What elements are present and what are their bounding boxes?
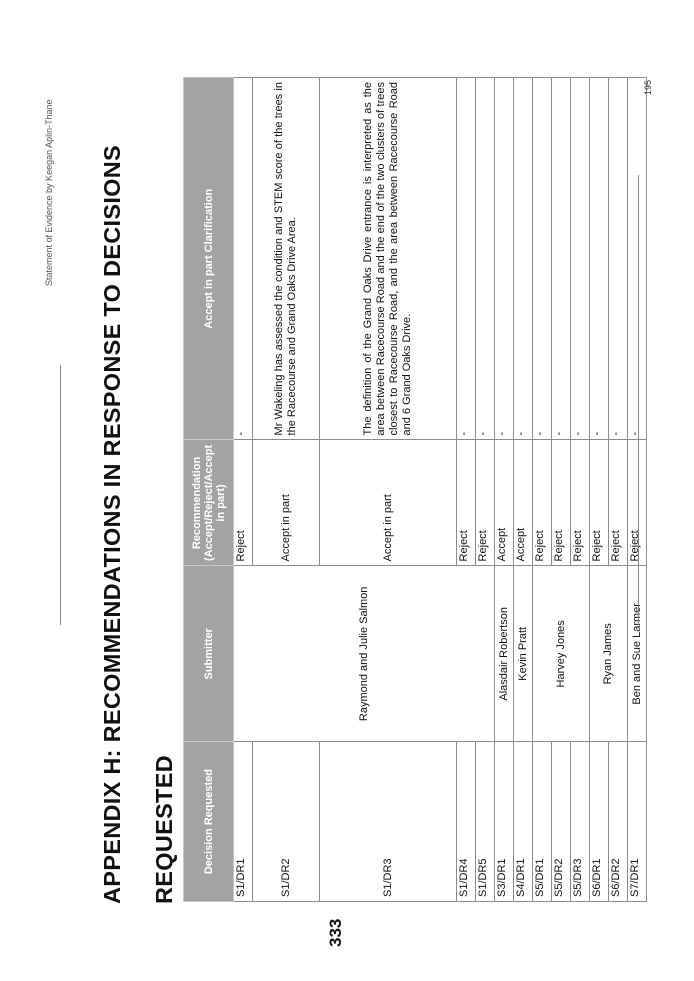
recommendation-cell: Reject (628, 440, 647, 566)
table-row (457, 78, 476, 902)
recommendation-cell: Accept (495, 440, 514, 566)
recommendation-cell: Reject (552, 440, 571, 566)
recommendation-cell: Reject (234, 440, 253, 566)
decision-cell: S4/DR1 (514, 742, 533, 902)
table-row (609, 78, 628, 902)
recommendations-table (183, 77, 647, 902)
table-row (533, 78, 552, 902)
table-row (571, 78, 590, 902)
header-submitter: Submitter (184, 566, 234, 742)
recommendation-cell: Accept (514, 440, 533, 566)
decision-cell: S5/DR3 (571, 742, 590, 902)
submitter-cell: Ryan James (590, 566, 628, 742)
clarification-cell: - (552, 78, 571, 440)
document-header: Statement of Evidence by Keegan Aplin-Thane (44, 99, 54, 286)
clarification-cell: The definition of the Grand Oaks Drive entrance is interpreted as the area between Racecourse Road and the end of the two clusters of trees closest to Racecourse Road, and the area between Racecourse Road and 6 Grand Oaks Drive. (320, 78, 457, 440)
table-row (590, 78, 609, 902)
header-rule (60, 365, 61, 625)
header-decision: Decision Requested (184, 742, 234, 902)
decision-cell: S1/DR1 (234, 742, 253, 902)
decision-cell: S6/DR2 (609, 742, 628, 902)
decision-cell: S1/DR2 (253, 742, 320, 902)
table-row (514, 78, 533, 902)
decision-cell: S3/DR1 (495, 742, 514, 902)
decision-cell: S5/DR2 (552, 742, 571, 902)
table-row (552, 78, 571, 902)
clarification-cell: - (457, 78, 476, 440)
recommendation-cell: Reject (476, 440, 495, 566)
table-row (495, 78, 514, 902)
recommendation-cell: Reject (457, 440, 476, 566)
recommendation-cell: Reject (533, 440, 552, 566)
clarification-cell: - (590, 78, 609, 440)
table-row (628, 78, 647, 902)
clarification-cell: - (628, 78, 647, 440)
submitter-cell: Raymond and Julie Salmon (234, 566, 495, 742)
recommendation-cell: Accept in part (320, 440, 457, 566)
decision-cell: S7/DR1 (628, 742, 647, 902)
recommendation-cell: Reject (571, 440, 590, 566)
submitter-cell: Harvey Jones (533, 566, 590, 742)
clarification-cell: - (533, 78, 552, 440)
stamp-page-number: 333 (326, 918, 345, 947)
table-row (234, 78, 253, 902)
table-header-row (184, 78, 234, 902)
clarification-cell: - (609, 78, 628, 440)
recommendation-cell: Reject (590, 440, 609, 566)
clarification-cell: - (514, 78, 533, 440)
clarification-cell: Mr Wakeling has assessed the condition and STEM score of the trees in the Racecourse and Grand Oaks Drive Area. (253, 78, 320, 440)
recommendation-cell: Reject (609, 440, 628, 566)
clarification-cell: - (476, 78, 495, 440)
decision-cell: S5/DR1 (533, 742, 552, 902)
header-clarification: Accept in part Clarification (184, 78, 234, 440)
footer-rule (638, 175, 639, 625)
table-row (253, 78, 320, 902)
clarification-cell: - (495, 78, 514, 440)
page-title: APPENDIX H: RECOMMENDATIONS IN RESPONSE TO DECISIONS REQUESTED (99, 145, 177, 904)
clarification-cell: - (571, 78, 590, 440)
recommendation-cell: Accept in part (253, 440, 320, 566)
submitter-cell: Kevin Pratt (514, 566, 533, 742)
table-row (476, 78, 495, 902)
decision-cell: S1/DR4 (457, 742, 476, 902)
decision-cell: S1/DR5 (476, 742, 495, 902)
decision-cell: S6/DR1 (590, 742, 609, 902)
clarification-cell: - (234, 78, 253, 440)
submitter-cell: Alasdair Robertson (495, 566, 514, 742)
page-number: 195 (643, 79, 653, 95)
table-row (320, 78, 457, 902)
header-recommendation: Recommendation (Accept/Reject/Accept in part) (184, 440, 234, 566)
decision-cell: S1/DR3 (320, 742, 457, 902)
submitter-cell: Ben and Sue Larmer (628, 566, 647, 742)
